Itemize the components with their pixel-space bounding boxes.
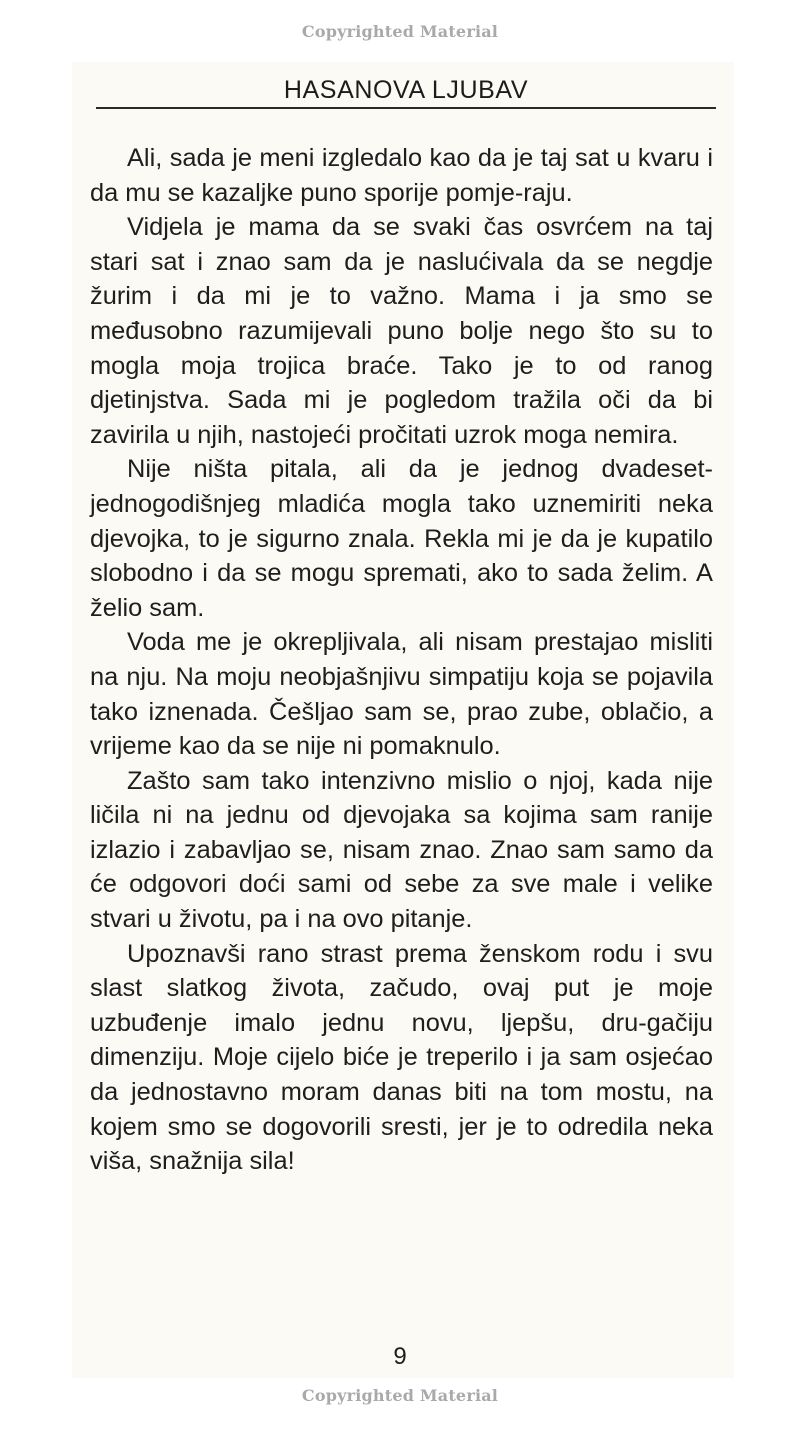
page-number: 9: [393, 1343, 407, 1370]
paragraph-4: Voda me je okrepljivala, ali nisam prestajao misliti na nju. Na moju neobjašnjivu simpatiju koja se pojavila tako iznenada. Češljao sam se, prao zube, oblačio, a vrijeme kao da se nije ni pomaknulo.: [90, 628, 713, 761]
paragraph-6: Upoznavši rano strast prema ženskom rodu i svu slast slatkog života, začudo, ovaj put je moje uzbuđenje imalo jednu novu, ljepšu, dru-gačiju dimenziju. Moje cijelo biće je treperilo i ja sam osjećao da jednostavno moram danas biti na tom mostu, na kojem smo se dogovorili sresti, jer je to odredila neka viša, snažnija sila!: [90, 939, 713, 1176]
paragraph-3: Nije ništa pitala, ali da je jednog dvadeset-jednogodišnjeg mladića mogla tako uznemiriti neka djevojka, to je sigurno znala. Rekla mi je da je kupatilo slobodno i da se mogu spremati, ako to sada želim. A želio sam.: [90, 455, 713, 622]
paragraph-5: Zašto sam tako intenzivno mislio o njoj, kada nije ličila ni na jednu od djevojaka sa kojima sam ranije izlazio i zabavljao se, nisam znao. Znao sam samo da će odgovori doći sami od sebe za sve male i velike stvari u životu, pa i na ovo pitanje.: [90, 766, 713, 934]
page-body: [90, 141, 713, 1179]
paragraph-2: Vidjela je mama da se svaki čas osvrćem na taj stari sat i znao sam da je naslućivala da se negdje žurim i da mi je to važno. Mama i ja smo se međusobno razumijevali puno bolje nego što su to mogla moja trojica braće. Tako je to od ranog djetinjstva. Sada mi je pogledom tražila oči da bi zavirila u njih, nastojeći pročitati uzrok moga nemira.: [90, 213, 713, 449]
header-rule: [96, 107, 716, 109]
paragraph-1: Ali, sada je meni izgledalo kao da je taj sat u kvaru i da mu se kazaljke puno sporije pomje-raju.: [90, 144, 713, 207]
copyright-watermark-top: Copyrighted Material: [301, 22, 499, 41]
copyright-watermark-bottom: Copyrighted Material: [301, 1386, 499, 1405]
running-header-title: HASANOVA LJUBAV: [283, 76, 529, 104]
